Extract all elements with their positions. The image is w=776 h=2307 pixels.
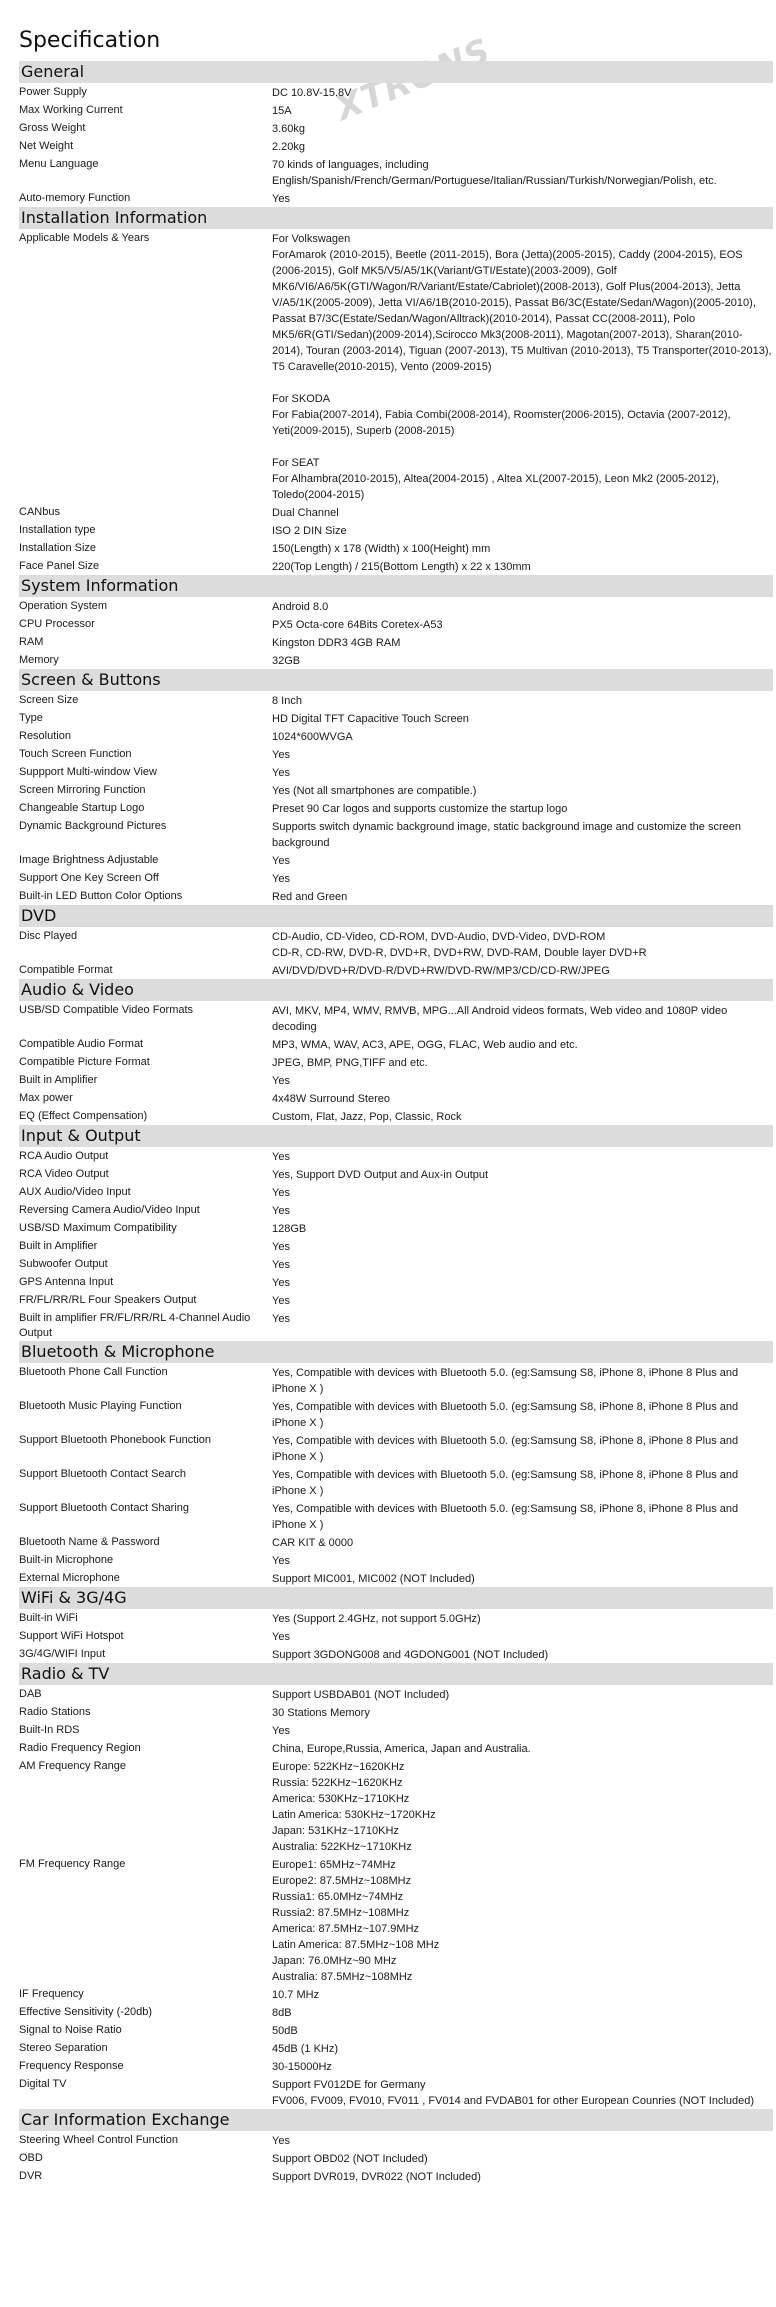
spec-row: [19, 83, 773, 101]
spec-label: Compatible Audio Format: [19, 1038, 144, 1050]
spec-label: Face Panel Size: [19, 560, 100, 572]
spec-row: [19, 1703, 773, 1721]
spec-label: Stereo Separation: [19, 2042, 108, 2054]
spec-label: Operation System: [19, 600, 108, 612]
spec-value: JPEG, BMP, PNG,TIFF and etc.: [272, 1057, 428, 1069]
spec-label: Touch Screen Function: [19, 748, 132, 760]
spec-row: [19, 1237, 773, 1255]
spec-row: [19, 1183, 773, 1201]
spec-label: AUX Audio/Video Input: [19, 1186, 131, 1198]
spec-value: MP3, WMA, WAV, AC3, APE, OGG, FLAC, Web audio and etc.: [272, 1039, 578, 1051]
spec-row: [19, 1739, 773, 1757]
spec-label: Image Brightness Adjustable: [19, 854, 159, 866]
spec-value: Yes: [272, 873, 290, 885]
page-title: Specification: [19, 28, 161, 53]
spec-row: [19, 817, 773, 851]
spec-row: [19, 539, 773, 557]
spec-value: Yes: [272, 1555, 290, 1567]
spec-label: Radio Stations: [19, 1706, 91, 1718]
spec-row: [19, 1309, 773, 1341]
spec-row: [19, 869, 773, 887]
spec-label: Bluetooth Music Playing Function: [19, 1400, 182, 1412]
section-header: Screen & Buttons: [19, 669, 773, 691]
section-header: DVD: [19, 905, 773, 927]
spec-value: AVI/DVD/DVD+R/DVD-R/DVD+RW/DVD-RW/MP3/CD/CD-RW/JPEG: [272, 965, 610, 977]
spec-value: Yes: [272, 1313, 290, 1325]
spec-value: Yes, Compatible with devices with Bluetooth 5.0. (eg:Samsung S8, iPhone 8, iPhone 8 Plus and iPhone X ): [272, 1503, 739, 1531]
spec-value: Yes (Not all smartphones are compatible.): [272, 785, 477, 797]
spec-row: [19, 1089, 773, 1107]
spec-value: Dual Channel: [272, 507, 339, 519]
spec-row: [19, 651, 773, 669]
spec-label: Max power: [19, 1092, 73, 1104]
spec-value: Yes, Support DVD Output and Aux-in Output: [272, 1169, 489, 1181]
spec-label: Auto-memory Function: [19, 192, 131, 204]
spec-row: [19, 745, 773, 763]
spec-value: Yes, Compatible with devices with Bluetooth 5.0. (eg:Samsung S8, iPhone 8, iPhone 8 Plus and iPhone X ): [272, 1367, 739, 1395]
spec-value: Yes: [272, 1151, 290, 1163]
spec-label: Net Weight: [19, 140, 74, 152]
spec-section: [19, 1663, 773, 2109]
spec-row: [19, 1569, 773, 1587]
spec-label: EQ (Effect Compensation): [19, 1110, 148, 1122]
spec-value: Yes: [272, 1241, 290, 1253]
spec-value: 10.7 MHz: [272, 1989, 320, 2001]
spec-row: [19, 2021, 773, 2039]
spec-label: Built-in LED Button Color Options: [19, 890, 183, 902]
section-header: Installation Information: [19, 207, 773, 229]
spec-label: USB/SD Compatible Video Formats: [19, 1004, 194, 1016]
spec-value: 8dB: [272, 2007, 292, 2019]
spec-value: Yes: [272, 1295, 290, 1307]
spec-value: 150(Length) x 178 (Width) x 100(Height) mm: [272, 543, 491, 555]
spec-label: Suppport Multi-window View: [19, 766, 157, 778]
spec-label: Installation Size: [19, 542, 97, 554]
spec-value: Yes, Compatible with devices with Bluetooth 5.0. (eg:Samsung S8, iPhone 8, iPhone 8 Plus and iPhone X ): [272, 1401, 739, 1429]
spec-value: Support MIC001, MIC002 (NOT Included): [272, 1573, 475, 1585]
spec-label: External Microphone: [19, 1572, 120, 1584]
spec-row: [19, 2131, 773, 2149]
spec-label: Built in Amplifier: [19, 1240, 98, 1252]
spec-label: DVR: [19, 2170, 43, 2182]
spec-label: IF Frequency: [19, 1988, 84, 2000]
spec-value: China, Europe,Russia, America, Japan and Australia.: [272, 1743, 531, 1755]
spec-value: 2.20kg: [272, 141, 306, 153]
spec-value: 220(Top Length) / 215(Bottom Length) x 22 x 130mm: [272, 561, 531, 573]
spec-value: Support FV012DE for Germany FV006, FV009, FV010, FV011 , FV014 and FVDAB01 for other European Counries (NOT Included): [272, 2079, 755, 2107]
spec-row: [19, 727, 773, 745]
spec-value: Yes: [272, 193, 290, 205]
spec-value: AVI, MKV, MP4, WMV, RMVB, MPG...All Android videos formats, Web video and 1080P video decoding: [272, 1005, 728, 1033]
spec-value: Yes: [272, 1187, 290, 1199]
spec-value: 15A: [272, 105, 292, 117]
spec-row: [19, 597, 773, 615]
spec-row: [19, 137, 773, 155]
spec-label: Changeable Startup Logo: [19, 802, 145, 814]
spec-row: [19, 1757, 773, 1855]
spec-value: 70 kinds of languages, including English/Spanish/French/German/Portuguese/Italian/Russian/Turkish/Norwegian/Polish, etc.: [272, 159, 717, 187]
spec-label: Bluetooth Name & Password: [19, 1536, 160, 1548]
spec-label: Built-in Microphone: [19, 1554, 114, 1566]
spec-row: [19, 1685, 773, 1703]
spec-label: Support WiFi Hotspot: [19, 1630, 124, 1642]
spec-value: Support DVR019, DVR022 (NOT Included): [272, 2171, 481, 2183]
spec-label: Max Working Current: [19, 104, 123, 116]
section-header: General: [19, 61, 773, 83]
spec-label: Radio Frequency Region: [19, 1742, 141, 1754]
spec-label: Built in Amplifier: [19, 1074, 98, 1086]
spec-section: [19, 669, 773, 905]
spec-label: OBD: [19, 2152, 43, 2164]
spec-label: RCA Audio Output: [19, 1150, 109, 1162]
spec-document: [19, 28, 773, 2185]
spec-value: Yes: [272, 1075, 290, 1087]
spec-row: [19, 229, 773, 503]
spec-row: [19, 557, 773, 575]
spec-label: Support Bluetooth Contact Sharing: [19, 1502, 190, 1514]
spec-row: [19, 781, 773, 799]
spec-row: [19, 763, 773, 781]
spec-row: [19, 1551, 773, 1569]
spec-label: RAM: [19, 636, 44, 648]
spec-label: Support Bluetooth Phonebook Function: [19, 1434, 212, 1446]
spec-row: [19, 709, 773, 727]
spec-label: FR/FL/RR/RL Four Speakers Output: [19, 1294, 197, 1306]
spec-label: Built-In RDS: [19, 1724, 80, 1736]
spec-label: AM Frequency Range: [19, 1760, 126, 1772]
spec-row: [19, 1107, 773, 1125]
spec-row: [19, 1499, 773, 1533]
spec-label: Built-in WiFi: [19, 1612, 78, 1624]
spec-row: [19, 633, 773, 651]
spec-value: 45dB (1 KHz): [272, 2043, 339, 2055]
spec-label: Bluetooth Phone Call Function: [19, 1366, 168, 1378]
spec-row: [19, 1465, 773, 1499]
spec-value: 3.60kg: [272, 123, 306, 135]
spec-value: Europe: 522KHz~1620KHz Russia: 522KHz~1620KHz America: 530KHz~1710KHz Latin America: 530KHz~1720KHz Japan: 531KHz~1710KHz Australia: 522KHz~1710KHz: [272, 1761, 436, 1853]
spec-label: Disc Played: [19, 930, 78, 942]
spec-value: Yes: [272, 1631, 290, 1643]
spec-value: 1024*600WVGA: [272, 731, 353, 743]
spec-label: Effective Sensitivity (-20db): [19, 2006, 153, 2018]
spec-label: Subwoofer Output: [19, 1258, 108, 1270]
spec-value: Yes, Compatible with devices with Bluetooth 5.0. (eg:Samsung S8, iPhone 8, iPhone 8 Plus and iPhone X ): [272, 1469, 739, 1497]
section-header: Input & Output: [19, 1125, 773, 1147]
section-header: System Information: [19, 575, 773, 597]
spec-label: RCA Video Output: [19, 1168, 109, 1180]
spec-label: Type: [19, 712, 43, 724]
section-header: Bluetooth & Microphone: [19, 1341, 773, 1363]
spec-row: [19, 2039, 773, 2057]
spec-label: Menu Language: [19, 158, 99, 170]
spec-row: [19, 1721, 773, 1739]
spec-value: Yes: [272, 1725, 290, 1737]
spec-value: Yes: [272, 855, 290, 867]
spec-row: [19, 1053, 773, 1071]
spec-row: [19, 2003, 773, 2021]
spec-section: [19, 2109, 773, 2185]
spec-section: [19, 1125, 773, 1341]
spec-label: Screen Size: [19, 694, 79, 706]
spec-value: Yes, Compatible with devices with Bluetooth 5.0. (eg:Samsung S8, iPhone 8, iPhone 8 Plus and iPhone X ): [272, 1435, 739, 1463]
spec-label: Power Supply: [19, 86, 87, 98]
spec-label: Dynamic Background Pictures: [19, 820, 167, 832]
spec-section: [19, 207, 773, 575]
spec-row: [19, 1397, 773, 1431]
spec-value: 8 Inch: [272, 695, 302, 707]
spec-row: [19, 1363, 773, 1397]
spec-label: 3G/4G/WIFI Input: [19, 1648, 106, 1660]
spec-row: [19, 1165, 773, 1183]
spec-label: Memory: [19, 654, 59, 666]
section-header: Car Information Exchange: [19, 2109, 773, 2131]
spec-value: For Volkswagen ForAmarok (2010-2015), Beetle (2011-2015), Bora (Jetta)(2005-2015), Caddy (2004-2015), EOS (2006-2015), Golf MK5/V5/A5/1K(Variant/GTI/Estate)(2003-2009), Golf MK6/VI6/A6/5K(GTI/Wagon/R/Variant/Estate/Cabriolet)(2008-2013), Golf Plus(2004-2013), Jetta V/A5/1K(2005-2009), Jetta VI/A6/1B(2010-2015), Passat B6/3C(Estate/Sedan/Wagon)(2005-2010), Passat B7/3C(Estate/Sedan/Wagon/Alltrack)(2010-2014), Passat CC(2008-2011), Polo MK5/6R(GTI/Sedan)(2009-2014),Scirocco Mk3(2008-2011), Magotan(2007-2013), Sharan(2010-2014), Touran (2003-2014), Tiguan (2007-2013), T5 Multivan (2010-2013), T5 Transporter(2010-2013), T5 Caravelle(2010-2015), Vento (2009-2015) For SKODA For Fabia(2007-2014), Fabia Combi(2008-2014), Roomster(2006-2015), Octavia (2007-2012), Yeti(2009-2015), Superb (2008-2015) For SEAT For Alhambra(2010-2015), Altea(2004-2015) , Altea XL(2007-2015), Leon Mk2 (2005-2012), Toledo(2004-2015): [272, 233, 772, 501]
spec-row: [19, 2167, 773, 2185]
spec-value: Yes: [272, 749, 290, 761]
spec-value: Yes: [272, 767, 290, 779]
spec-value: Yes: [272, 1277, 290, 1289]
spec-section: [19, 979, 773, 1125]
spec-row: [19, 1645, 773, 1663]
spec-label: DAB: [19, 1688, 42, 1700]
spec-label: GPS Antenna Input: [19, 1276, 114, 1288]
spec-value: Support 3GDONG008 and 4GDONG001 (NOT Included): [272, 1649, 549, 1661]
spec-row: [19, 1431, 773, 1465]
spec-value: Yes (Support 2.4GHz, not support 5.0GHz): [272, 1613, 481, 1625]
spec-row: [19, 615, 773, 633]
spec-value: Support USBDAB01 (NOT Included): [272, 1689, 450, 1701]
spec-value: Europe1: 65MHz~74MHz Europe2: 87.5MHz~108MHz Russia1: 65.0MHz~74MHz Russia2: 87.5MHz~108MHz America: 87.5MHz~107.9MHz Latin America: 87.5MHz~108 MHz Japan: 76.0MHz~90 MHz Australia: 87.5MHz~108MHz: [272, 1859, 440, 1983]
spec-row: [19, 1855, 773, 1985]
spec-row: [19, 155, 773, 189]
spec-label: Installation type: [19, 524, 96, 536]
spec-row: [19, 1147, 773, 1165]
spec-sections: [19, 61, 773, 2185]
spec-value: ISO 2 DIN Size: [272, 525, 347, 537]
spec-value: 30 Stations Memory: [272, 1707, 370, 1719]
spec-label: USB/SD Maximum Compatibility: [19, 1222, 177, 1234]
spec-label: Built in amplifier FR/FL/RR/RL 4-Channel Audio Output: [19, 1312, 251, 1339]
spec-row: [19, 503, 773, 521]
spec-label: Resolution: [19, 730, 71, 742]
spec-value: CD-Audio, CD-Video, CD-ROM, DVD-Audio, DVD-Video, DVD-ROM CD-R, CD-RW, DVD-R, DVD+R, DVD+RW, DVD-RAM, Double layer DVD+R: [272, 931, 647, 959]
spec-row: [19, 887, 773, 905]
spec-value: Kingston DDR3 4GB RAM: [272, 637, 401, 649]
spec-value: Custom, Flat, Jazz, Pop, Classic, Rock: [272, 1111, 462, 1123]
spec-row: [19, 2057, 773, 2075]
spec-label: Gross Weight: [19, 122, 86, 134]
spec-row: [19, 961, 773, 979]
spec-row: [19, 1609, 773, 1627]
spec-label: Digital TV: [19, 2078, 67, 2090]
spec-row: [19, 1001, 773, 1035]
spec-value: PX5 Octa-core 64Bits Coretex-A53: [272, 619, 443, 631]
spec-row: [19, 1627, 773, 1645]
section-header: Audio & Video: [19, 979, 773, 1001]
spec-value: 50dB: [272, 2025, 298, 2037]
spec-value: CAR KIT & 0000: [272, 1537, 354, 1549]
spec-row: [19, 1533, 773, 1551]
spec-section: [19, 1587, 773, 1663]
spec-value: Preset 90 Car logos and supports customize the startup logo: [272, 803, 568, 815]
spec-row: [19, 101, 773, 119]
spec-row: [19, 189, 773, 207]
spec-label: Applicable Models & Years: [19, 232, 150, 244]
spec-row: [19, 851, 773, 869]
spec-row: [19, 1985, 773, 2003]
spec-label: Screen Mirroring Function: [19, 784, 146, 796]
spec-section: [19, 905, 773, 979]
spec-section: [19, 61, 773, 207]
spec-label: Reversing Camera Audio/Video Input: [19, 1204, 200, 1216]
spec-label: Support Bluetooth Contact Search: [19, 1468, 186, 1480]
spec-label: CANbus: [19, 506, 60, 518]
spec-section: [19, 575, 773, 669]
spec-row: [19, 2149, 773, 2167]
section-header: WiFi & 3G/4G: [19, 1587, 773, 1609]
spec-label: Support One Key Screen Off: [19, 872, 159, 884]
spec-row: [19, 1273, 773, 1291]
spec-value: Yes: [272, 1259, 290, 1271]
spec-row: [19, 1219, 773, 1237]
spec-value: 30-15000Hz: [272, 2061, 332, 2073]
spec-value: Supports switch dynamic background image, static background image and customize the screen background: [272, 821, 741, 849]
spec-row: [19, 521, 773, 539]
section-header: Radio & TV: [19, 1663, 773, 1685]
spec-value: Android 8.0: [272, 601, 329, 613]
spec-value: Support OBD02 (NOT Included): [272, 2153, 428, 2165]
spec-label: Frequency Response: [19, 2060, 124, 2072]
spec-label: Compatible Format: [19, 964, 113, 976]
spec-section: [19, 1341, 773, 1587]
spec-value: 32GB: [272, 655, 301, 667]
spec-row: [19, 1201, 773, 1219]
spec-row: [19, 1071, 773, 1089]
spec-row: [19, 691, 773, 709]
spec-label: Steering Wheel Control Function: [19, 2134, 178, 2146]
spec-label: Signal to Noise Ratio: [19, 2024, 122, 2036]
spec-value: Yes: [272, 2135, 290, 2147]
spec-row: [19, 119, 773, 137]
spec-label: FM Frequency Range: [19, 1858, 126, 1870]
spec-row: [19, 2075, 773, 2109]
spec-label: Compatible Picture Format: [19, 1056, 150, 1068]
spec-row: [19, 1035, 773, 1053]
spec-row: [19, 1291, 773, 1309]
spec-value: 128GB: [272, 1223, 307, 1235]
spec-row: [19, 1255, 773, 1273]
spec-label: CPU Processor: [19, 618, 95, 630]
spec-row: [19, 799, 773, 817]
spec-value: 4x48W Surround Stereo: [272, 1093, 391, 1105]
spec-value: Yes: [272, 1205, 290, 1217]
spec-row: [19, 927, 773, 961]
spec-value: DC 10.8V-15.8V: [272, 87, 352, 99]
spec-value: HD Digital TFT Capacitive Touch Screen: [272, 713, 469, 725]
spec-value: Red and Green: [272, 891, 348, 903]
